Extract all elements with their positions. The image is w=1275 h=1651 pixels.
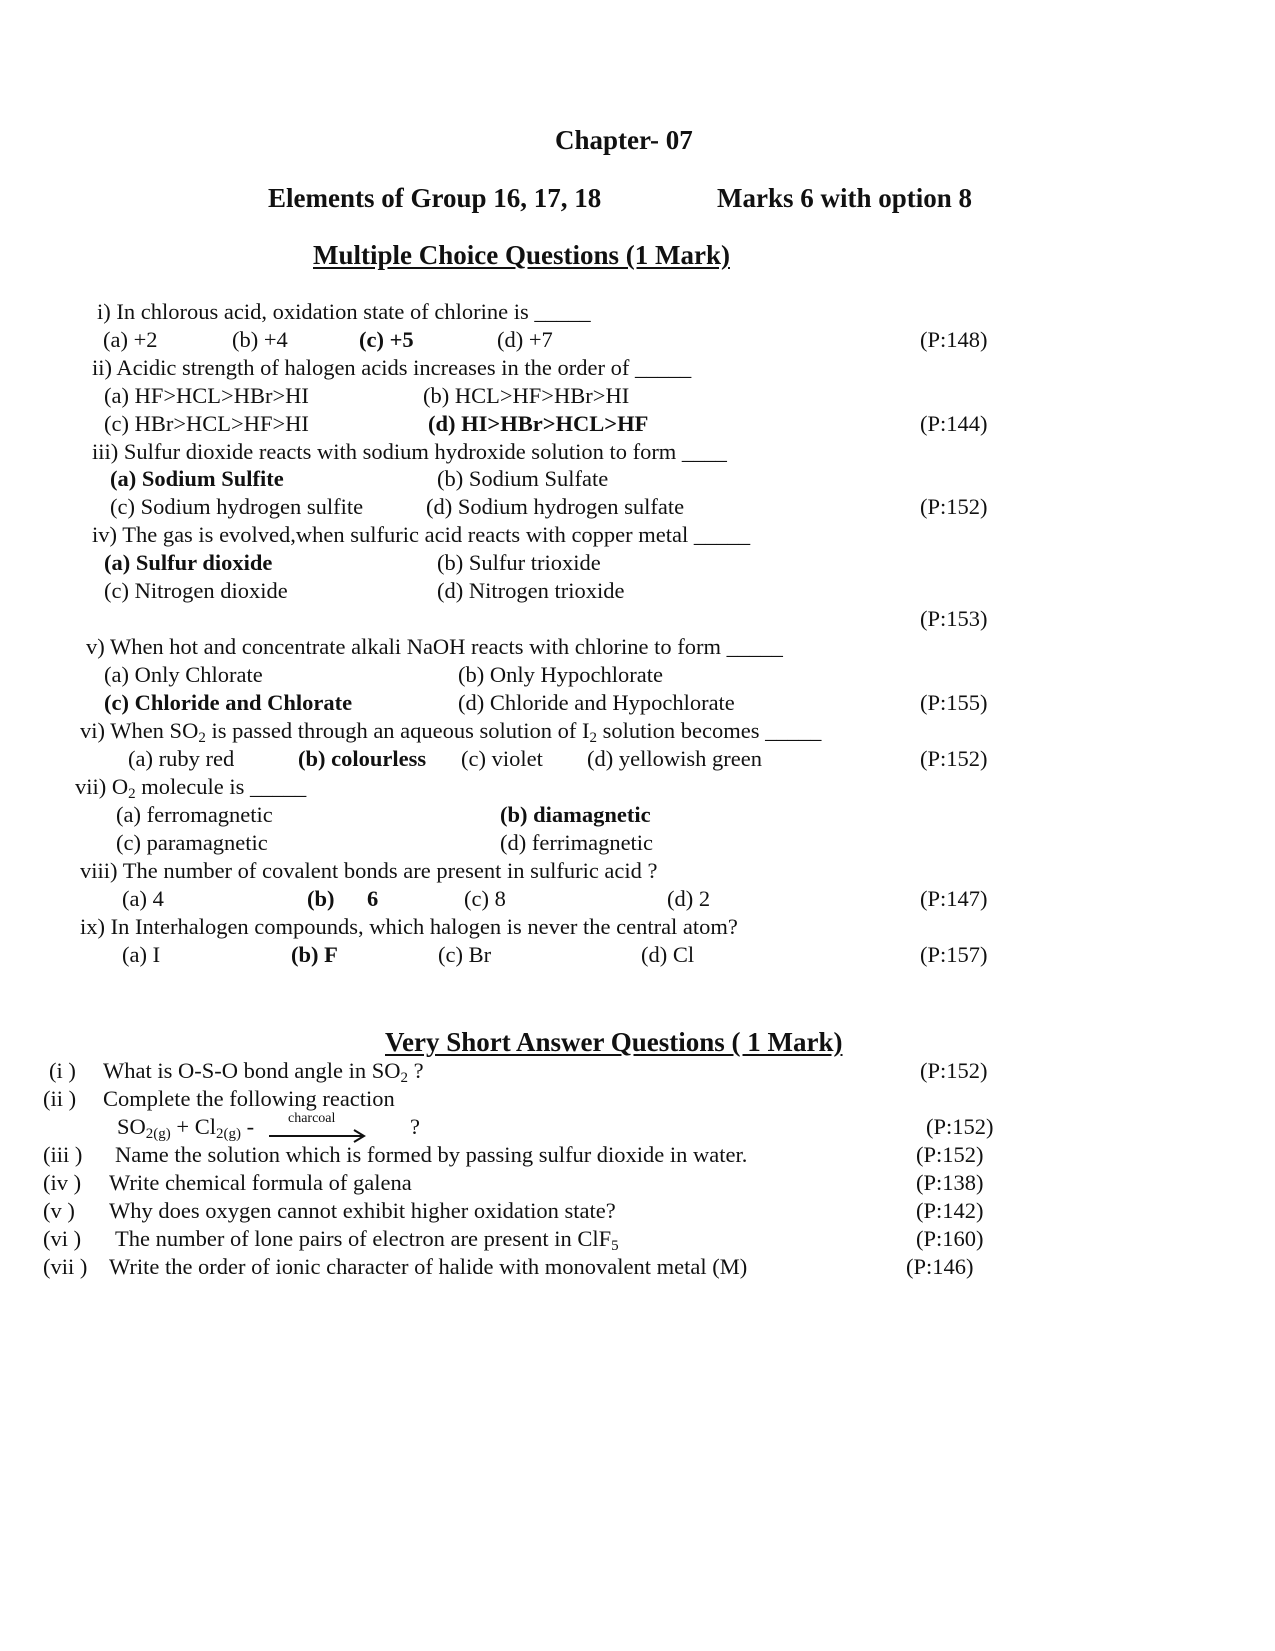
mcq-4-option-a-answer: (a) Sulfur dioxide bbox=[104, 550, 273, 575]
mcq-7-option-a: (a) ferromagnetic bbox=[116, 802, 273, 827]
vsa-2-number: (ii ) bbox=[43, 1086, 77, 1111]
mcq-8-option-a: (a) 4 bbox=[122, 886, 164, 911]
mcq-heading: Multiple Choice Questions (1 Mark) bbox=[313, 240, 730, 270]
mcq-9-option-b-answer: (b) F bbox=[291, 942, 338, 967]
vsa-2-catalyst-label: charcoal bbox=[288, 1111, 336, 1126]
mcq-1-option-d: (d) +7 bbox=[497, 327, 553, 352]
mcq-question-1: i) In chlorous acid, oxidation state of chlorine is _____ bbox=[97, 299, 591, 324]
vsa-question-4: Write chemical formula of galena bbox=[109, 1170, 412, 1195]
mcq-2-page-ref: (P:144) bbox=[920, 411, 988, 436]
vsa-1-number: (i ) bbox=[49, 1058, 76, 1083]
marks-info: Marks 6 with option 8 bbox=[717, 183, 973, 213]
mcq-2-option-a: (a) HF>HCL>HBr>HI bbox=[104, 383, 309, 408]
vsa-5-page-ref: (P:142) bbox=[916, 1198, 984, 1223]
mcq-question-8: viii) The number of covalent bonds are present in sulfuric acid ? bbox=[80, 858, 658, 883]
mcq-9-option-d: (d) Cl bbox=[641, 942, 695, 967]
mcq-8-option-d: (d) 2 bbox=[667, 886, 711, 911]
vsa-7-page-ref: (P:146) bbox=[906, 1254, 974, 1279]
mcq-question-9: ix) In Interhalogen compounds, which halogen is never the central atom? bbox=[80, 914, 738, 939]
mcq-question-4: iv) The gas is evolved,when sulfuric acid reacts with copper metal _____ bbox=[92, 522, 751, 547]
vsa-question-3: Name the solution which is formed by passing sulfur dioxide in water. bbox=[115, 1142, 748, 1167]
vsa-3-number: (iii ) bbox=[43, 1142, 83, 1167]
vsa-question-5: Why does oxygen cannot exhibit higher oxidation state? bbox=[109, 1198, 616, 1223]
mcq-3-option-b: (b) Sodium Sulfate bbox=[437, 466, 609, 491]
mcq-1-page-ref: (P:148) bbox=[920, 327, 988, 352]
mcq-question-5: v) When hot and concentrate alkali NaOH reacts with chlorine to form _____ bbox=[86, 634, 783, 659]
mcq-4-option-d: (d) Nitrogen trioxide bbox=[437, 578, 625, 603]
vsa-6-page-ref: (P:160) bbox=[916, 1226, 984, 1251]
vsa-2-page-ref: (P:152) bbox=[926, 1114, 994, 1139]
mcq-5-option-d: (d) Chloride and Hypochlorate bbox=[458, 690, 735, 715]
mcq-4-option-b: (b) Sulfur trioxide bbox=[437, 550, 601, 575]
vsa-1-page-ref: (P:152) bbox=[920, 1058, 988, 1083]
mcq-5-option-b: (b) Only Hypochlorate bbox=[458, 662, 663, 687]
chapter-title: Chapter- 07 bbox=[555, 125, 693, 155]
mcq-7-option-d: (d) ferrimagnetic bbox=[500, 830, 654, 855]
mcq-6-option-a: (a) ruby red bbox=[128, 746, 235, 771]
mcq-1-option-b: (b) +4 bbox=[232, 327, 288, 352]
vsa-question-2: Complete the following reaction bbox=[103, 1086, 395, 1111]
vsa-5-number: (v ) bbox=[43, 1198, 75, 1223]
vsa-heading: Very Short Answer Questions ( 1 Mark) bbox=[385, 1027, 843, 1057]
mcq-question-7: vii) $O_2$ molecule is _____ bbox=[75, 774, 307, 802]
mcq-3-page-ref: (P:152) bbox=[920, 494, 988, 519]
mcq-7-option-b-answer: (b) diamagnetic bbox=[500, 802, 651, 827]
mcq-6-option-b-answer: (b) colourless bbox=[298, 746, 427, 771]
mcq-5-option-c-answer: (c) Chloride and Chlorate bbox=[104, 690, 353, 715]
mcq-3-option-a-answer: (a) Sodium Sulfite bbox=[110, 466, 284, 491]
mcq-6-option-c: (c) violet bbox=[461, 746, 543, 771]
mcq-4-page-ref: (P:153) bbox=[920, 606, 988, 631]
mcq-9-page-ref: (P:157) bbox=[920, 942, 988, 967]
mcq-3-option-d: (d) Sodium hydrogen sulfate bbox=[426, 494, 685, 519]
mcq-8-page-ref: (P:147) bbox=[920, 886, 988, 911]
mcq-9-option-c: (c) Br bbox=[438, 942, 492, 967]
mcq-4-option-c: (c) Nitrogen dioxide bbox=[104, 578, 288, 603]
mcq-1-option-c-answer: (c) +5 bbox=[359, 327, 414, 352]
vsa-question-1: What is O-S-O bond angle in $SO_2$ ? bbox=[103, 1058, 424, 1086]
vsa-7-number: (vii ) bbox=[43, 1254, 88, 1279]
mcq-3-option-c: (c) Sodium hydrogen sulfite bbox=[110, 494, 364, 519]
vsa-3-page-ref: (P:152) bbox=[916, 1142, 984, 1167]
mcq-8-option-b-label: (b) bbox=[307, 886, 335, 911]
mcq-question-2: ii) Acidic strength of halogen acids increases in the order of _____ bbox=[92, 355, 692, 380]
mcq-1-option-a: (a) +2 bbox=[103, 327, 158, 352]
vsa-question-6: The number of lone pairs of electron are present in ClF$_5$ bbox=[115, 1226, 619, 1254]
mcq-5-page-ref: (P:155) bbox=[920, 690, 988, 715]
vsa-2-blank: ? bbox=[410, 1114, 420, 1139]
mcq-8-option-b-answer: 6 bbox=[367, 886, 379, 911]
mcq-6-page-ref: (P:152) bbox=[920, 746, 988, 771]
vsa-4-page-ref: (P:138) bbox=[916, 1170, 984, 1195]
subject-title: Elements of Group 16, 17, 18 bbox=[268, 183, 602, 213]
vsa-4-number: (iv ) bbox=[43, 1170, 82, 1195]
mcq-8-option-c: (c) 8 bbox=[464, 886, 506, 911]
mcq-5-option-a: (a) Only Chlorate bbox=[104, 662, 263, 687]
vsa-2-reaction: $SO_{2(g)} + Cl_{2(g)}$ - bbox=[117, 1114, 255, 1142]
mcq-9-option-a: (a) I bbox=[122, 942, 161, 967]
mcq-question-3: iii) Sulfur dioxide reacts with sodium hydroxide solution to form ____ bbox=[92, 439, 727, 464]
mcq-question-6: vi) When $SO_2$ is passed through an aqueous solution of $I_2$ solution becomes _____ bbox=[80, 718, 822, 746]
mcq-2-option-d-answer: (d) HI>HBr>HCL>HF bbox=[428, 411, 649, 436]
mcq-2-option-b: (b) HCL>HF>HBr>HI bbox=[423, 383, 630, 408]
mcq-2-option-c: (c) HBr>HCL>HF>HI bbox=[104, 411, 309, 436]
vsa-6-number: (vi ) bbox=[43, 1226, 82, 1251]
vsa-question-7: Write the order of ionic character of halide with monovalent metal (M) bbox=[109, 1254, 748, 1279]
mcq-6-option-d: (d) yellowish green bbox=[587, 746, 762, 771]
mcq-7-option-c: (c) paramagnetic bbox=[116, 830, 268, 855]
